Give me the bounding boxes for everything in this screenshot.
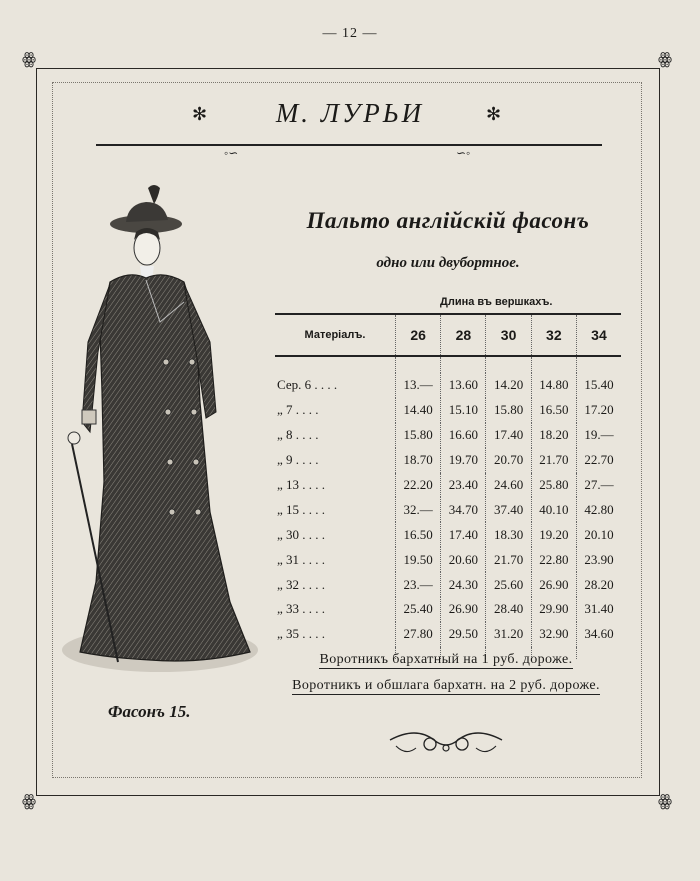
price-cell: 25.80 <box>531 473 576 498</box>
price-cell: 23.40 <box>441 473 486 498</box>
table-row <box>275 373 621 398</box>
star-icon: ✻ <box>192 104 208 124</box>
price-cell: 37.40 <box>486 497 531 522</box>
page-title: Пальто англiйскiй фасонъ <box>306 208 590 233</box>
price-cell: 32.90 <box>531 622 576 647</box>
price-cell: 42.80 <box>576 497 621 522</box>
price-cell: 23.— <box>396 572 441 597</box>
length-header: 34 <box>576 314 621 356</box>
table-row <box>275 572 621 597</box>
price-cell: 32.— <box>396 497 441 522</box>
price-cell: 20.10 <box>576 522 621 547</box>
price-cell: 22.70 <box>576 448 621 473</box>
price-cell: 25.60 <box>486 572 531 597</box>
price-cell: 31.40 <box>576 597 621 622</box>
price-cell: 14.20 <box>486 373 531 398</box>
note-text: Воротникъ бархатный на 1 руб. дороже. <box>319 652 573 667</box>
price-cell: 15.10 <box>441 398 486 423</box>
price-cell: 16.50 <box>396 522 441 547</box>
material-cell: „ 7 . . . . <box>277 402 319 418</box>
table-row <box>275 522 621 547</box>
price-cell: 20.70 <box>486 448 531 473</box>
price-cell: 16.60 <box>441 423 486 448</box>
price-cell: 18.30 <box>486 522 531 547</box>
length-header: 30 <box>486 314 531 356</box>
velvet-collar-cuffs-note <box>268 678 624 694</box>
material-header: Матерiалъ. <box>275 314 396 356</box>
header-rule <box>96 144 602 146</box>
length-header: 26 <box>396 314 441 356</box>
price-cell: 15.40 <box>576 373 621 398</box>
price-cell: 19.70 <box>441 448 486 473</box>
scroll-flourish-icon <box>386 722 506 756</box>
price-cell: 17.40 <box>486 423 531 448</box>
price-cell: 17.40 <box>441 522 486 547</box>
table-row <box>275 398 621 423</box>
price-cell: 21.70 <box>486 547 531 572</box>
price-cell: 14.80 <box>531 373 576 398</box>
table-row <box>275 547 621 572</box>
material-cell: „ 35 . . . . <box>277 626 326 642</box>
rule-flourish-icon: ∽◦ <box>456 146 471 160</box>
price-cell: 29.90 <box>531 597 576 622</box>
price-cell: 28.20 <box>576 572 621 597</box>
material-cell: „ 33 . . . . <box>277 601 326 617</box>
price-cell: 24.30 <box>441 572 486 597</box>
page-subtitle: одно или двубортное. <box>376 255 520 271</box>
store-name: М. ЛУРЬИ <box>275 98 425 128</box>
table-header-row <box>275 314 621 356</box>
price-cell: 28.40 <box>486 597 531 622</box>
price-cell: 14.40 <box>396 398 441 423</box>
price-cell: 29.50 <box>441 622 486 647</box>
table-row <box>275 497 621 522</box>
price-cell: 18.70 <box>396 448 441 473</box>
price-cell: 19.— <box>576 423 621 448</box>
store-header <box>0 98 700 129</box>
length-label: Длина въ вершкахъ. <box>440 296 553 308</box>
corner-ornament-icon: ꙮ <box>658 793 673 810</box>
material-cell: „ 13 . . . . <box>277 477 326 492</box>
price-cell: 27.80 <box>396 622 441 647</box>
corner-ornament-icon: ꙮ <box>22 51 37 68</box>
price-cell: 34.70 <box>441 497 486 522</box>
price-cell: 17.20 <box>576 398 621 423</box>
material-cell: „ 15 . . . . <box>277 501 326 517</box>
price-cell: 26.90 <box>441 597 486 622</box>
price-cell: 13.— <box>396 373 441 398</box>
price-cell: 26.90 <box>531 572 576 597</box>
corner-ornament-icon: ꙮ <box>658 51 673 68</box>
page-number: — 12 — <box>322 26 378 41</box>
material-cell: „ 8 . . . . <box>277 427 319 443</box>
price-cell: 27.— <box>576 473 621 498</box>
table-row <box>275 448 621 473</box>
length-header: 32 <box>531 314 576 356</box>
material-cell: Сер. 6 . . . . <box>277 377 338 393</box>
velvet-collar-note <box>296 652 596 668</box>
note-text: Воротникъ и обшлага бархатн. на 2 руб. дороже. <box>292 678 600 693</box>
woman-coat-figure-icon <box>60 182 270 678</box>
table-row <box>275 473 621 498</box>
price-cell: 23.90 <box>576 547 621 572</box>
material-cell: „ 30 . . . . <box>277 526 326 542</box>
price-cell: 15.80 <box>396 423 441 448</box>
price-cell: 34.60 <box>576 622 621 647</box>
price-cell: 40.10 <box>531 497 576 522</box>
table-row <box>275 622 621 647</box>
price-cell: 19.20 <box>531 522 576 547</box>
price-cell: 25.40 <box>396 597 441 622</box>
price-cell: 24.60 <box>486 473 531 498</box>
material-cell: „ 32 . . . . <box>277 576 326 592</box>
price-table-body <box>275 356 621 659</box>
table-row <box>275 597 621 622</box>
material-cell: „ 9 . . . . <box>277 452 319 468</box>
price-cell: 21.70 <box>531 448 576 473</box>
corner-ornament-icon: ꙮ <box>22 793 37 810</box>
figure-caption: Фасонъ 15. <box>108 702 191 721</box>
price-cell: 16.50 <box>531 398 576 423</box>
star-icon: ✻ <box>486 104 502 124</box>
price-cell: 22.80 <box>531 547 576 572</box>
price-cell: 15.80 <box>486 398 531 423</box>
price-cell: 31.20 <box>486 622 531 647</box>
price-cell: 22.20 <box>396 473 441 498</box>
table-spacer <box>275 356 621 373</box>
length-header: 28 <box>441 314 486 356</box>
price-table <box>275 313 621 659</box>
rule-flourish-icon: ◦∽ <box>224 146 239 160</box>
material-cell: „ 31 . . . . <box>277 551 326 567</box>
price-cell: 19.50 <box>396 547 441 572</box>
price-cell: 20.60 <box>441 547 486 572</box>
price-cell: 18.20 <box>531 423 576 448</box>
price-cell: 13.60 <box>441 373 486 398</box>
table-row <box>275 423 621 448</box>
